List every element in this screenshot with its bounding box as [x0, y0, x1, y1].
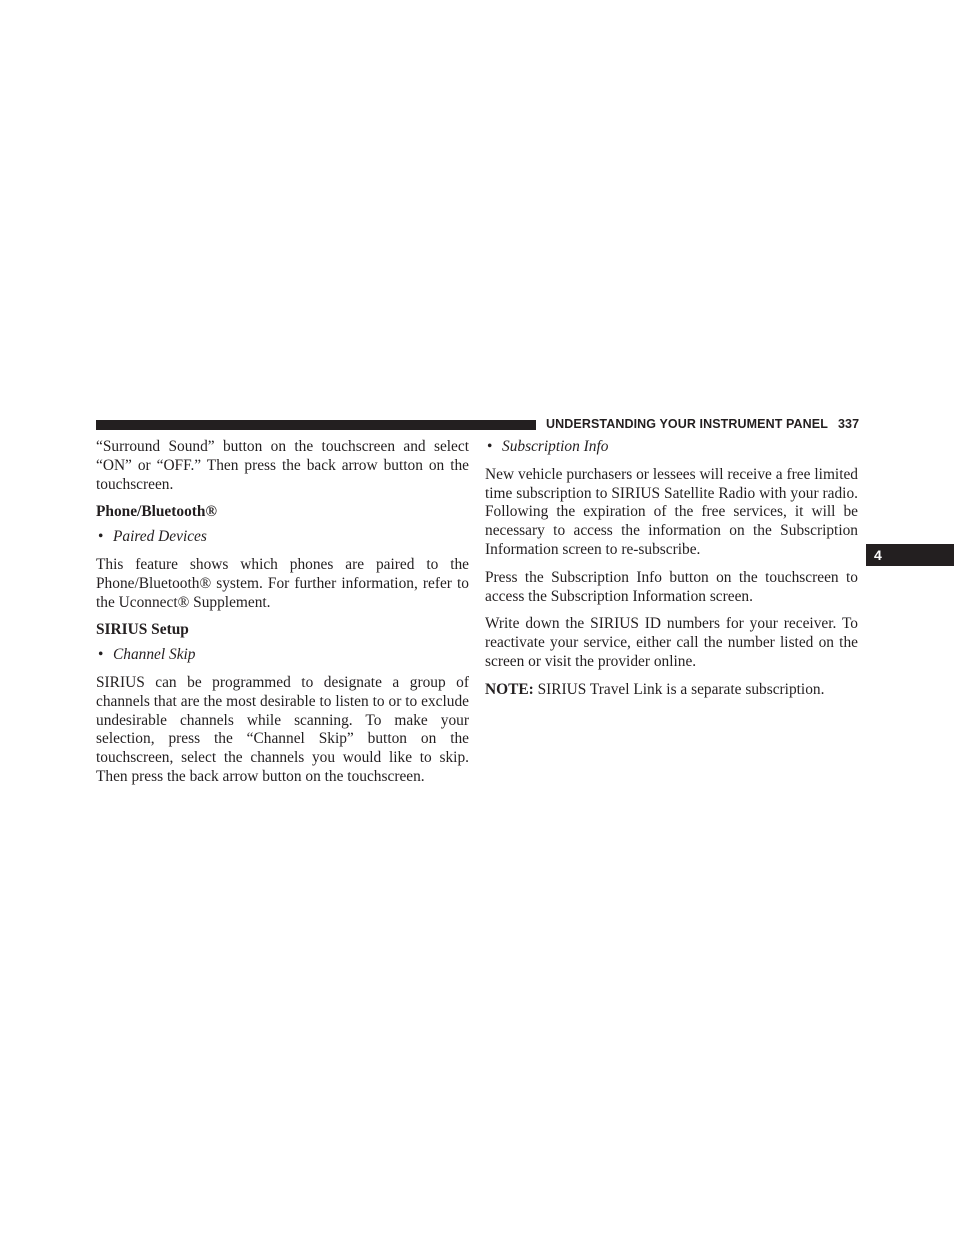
section-title: UNDERSTANDING YOUR INSTRUMENT PANEL: [546, 417, 828, 431]
note-paragraph: [485, 681, 858, 700]
subscription-paragraph-3: Write down the SIRIUS ID numbers for your receiver. To reactivate your service, either call the number listed on the screen or visit the provider online.: [485, 615, 858, 670]
paired-devices-bullet: • Paired Devices: [96, 528, 469, 547]
left-column: [96, 438, 469, 796]
sirius-paragraph: SIRIUS can be programmed to designate a group of channels that are the most desirable to listen to or to exclude undesirable channels while scanning. To make your selection, press the “Channel Skip” button on the touchscreen, select the channels you would like to skip. Then press the back arrow button on the touchscreen.: [96, 673, 469, 785]
intro-paragraph: “Surround Sound” button on the touchscreen and select “ON” or “OFF.” Then press the back arrow button on the touchscreen.: [96, 438, 469, 493]
subscription-paragraph-2: Press the Subscription Info button on the touchscreen to access the Subscription Information screen.: [485, 568, 858, 605]
running-header: [546, 417, 859, 431]
subscription-paragraph-1: New vehicle purchasers or lessees will receive a free limited time subscription to SIRIUS Satellite Radio with your radio. Following the expiration of the free services, it will be necessary to access the information on the Subscription Information screen to re-subscribe.: [485, 465, 858, 558]
phone-bluetooth-heading: Phone/Bluetooth®: [96, 503, 217, 521]
right-column: [485, 438, 858, 709]
header-rule: [96, 420, 536, 430]
chapter-tab: 4: [866, 544, 954, 566]
phone-paragraph: This feature shows which phones are paired to the Phone/Bluetooth® system. For further information, refer to the Uconnect® Supplement.: [96, 555, 469, 611]
page-number: 337: [837, 417, 860, 431]
note-label: NOTE:: [485, 680, 534, 698]
channel-skip-bullet: • Channel Skip: [96, 646, 469, 665]
sirius-setup-heading: SIRIUS Setup: [96, 621, 189, 639]
note-text: SIRIUS Travel Link is a separate subscription.: [533, 680, 825, 698]
subscription-info-bullet: • Subscription Info: [485, 438, 858, 457]
